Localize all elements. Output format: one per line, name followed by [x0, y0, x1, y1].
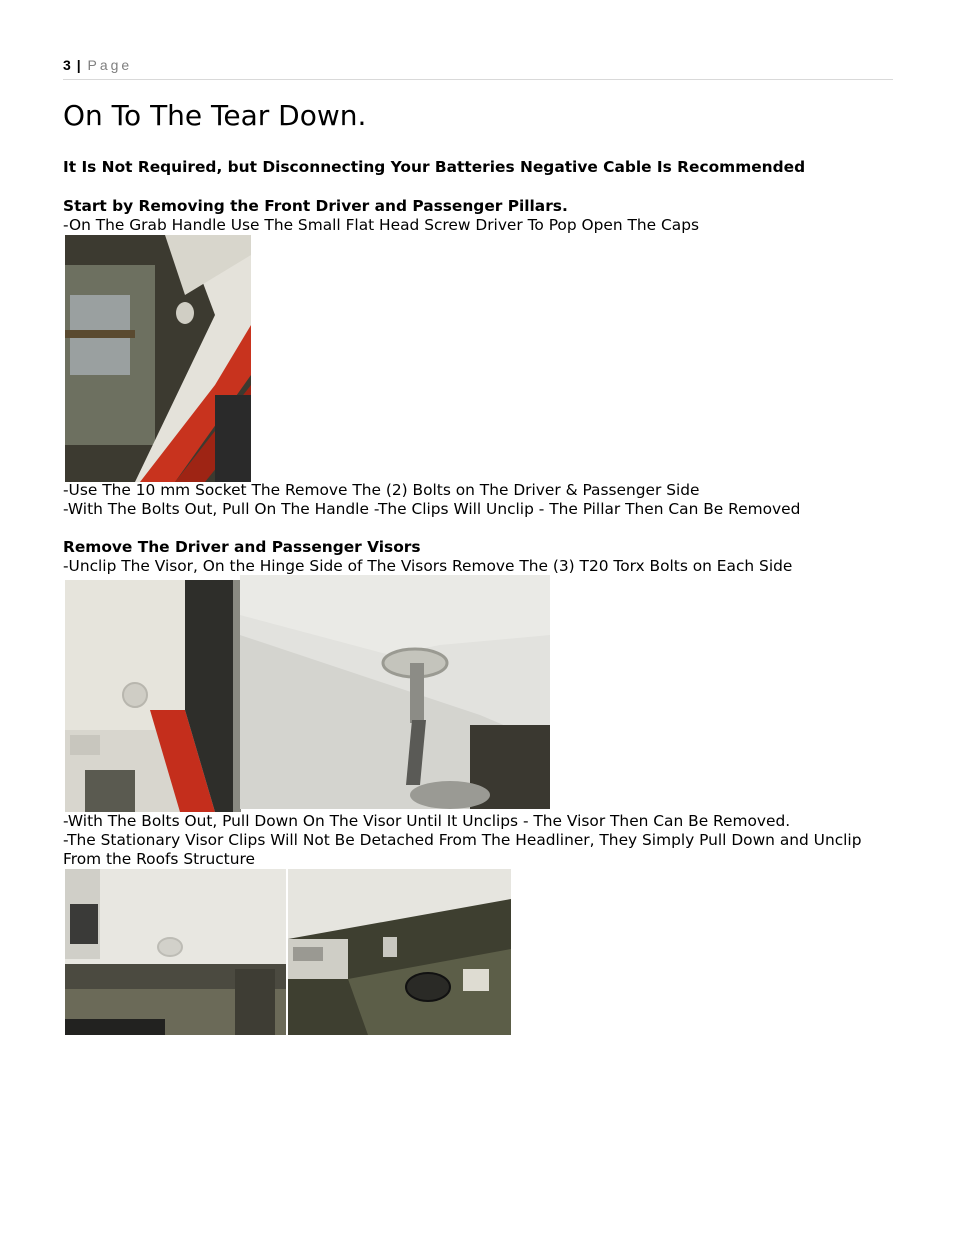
- page-title: On To The Tear Down.: [63, 99, 367, 132]
- section-pillars-heading: Start by Removing the Front Driver and Passenger Pillars.: [63, 197, 568, 215]
- step-pop-caps: -On The Grab Handle Use The Small Flat Head Screw Driver To Pop Open The Caps: [63, 216, 699, 234]
- page-number: 3: [63, 57, 71, 73]
- photo-mirror-console: [288, 869, 511, 1035]
- section-visors-heading: Remove The Driver and Passenger Visors: [63, 538, 421, 556]
- photo-a-pillar: [65, 235, 251, 482]
- header-separator: |: [76, 57, 81, 73]
- photo-visor-hinge: [65, 580, 241, 812]
- page-label: Page: [87, 57, 133, 73]
- step-remove-bolts: -Use The 10 mm Socket The Remove The (2) Bolts on The Driver & Passenger Side: [63, 481, 700, 499]
- step-unclip-visor: -Unclip The Visor, On the Hinge Side of The Visors Remove The (3) T20 Torx Bolts on Each Side: [63, 557, 793, 575]
- photo-headliner-clip: [65, 869, 286, 1035]
- step-pull-handle: -With The Bolts Out, Pull On The Handle -The Clips Will Unclip - The Pillar Then Can Be Removed: [63, 500, 801, 518]
- step-pull-visor: -With The Bolts Out, Pull Down On The Visor Until It Unclips - The Visor Then Can Be Removed.: [63, 812, 791, 830]
- step-stationary-clips: -The Stationary Visor Clips Will Not Be Detached From The Headliner, They Simply Pull Down and Unclip From the Roofs Structure: [63, 831, 862, 868]
- page-header: [63, 57, 893, 80]
- photo-torx-bolt: [240, 575, 550, 809]
- battery-note: It Is Not Required, but Disconnecting Your Batteries Negative Cable Is Recommended: [63, 158, 806, 176]
